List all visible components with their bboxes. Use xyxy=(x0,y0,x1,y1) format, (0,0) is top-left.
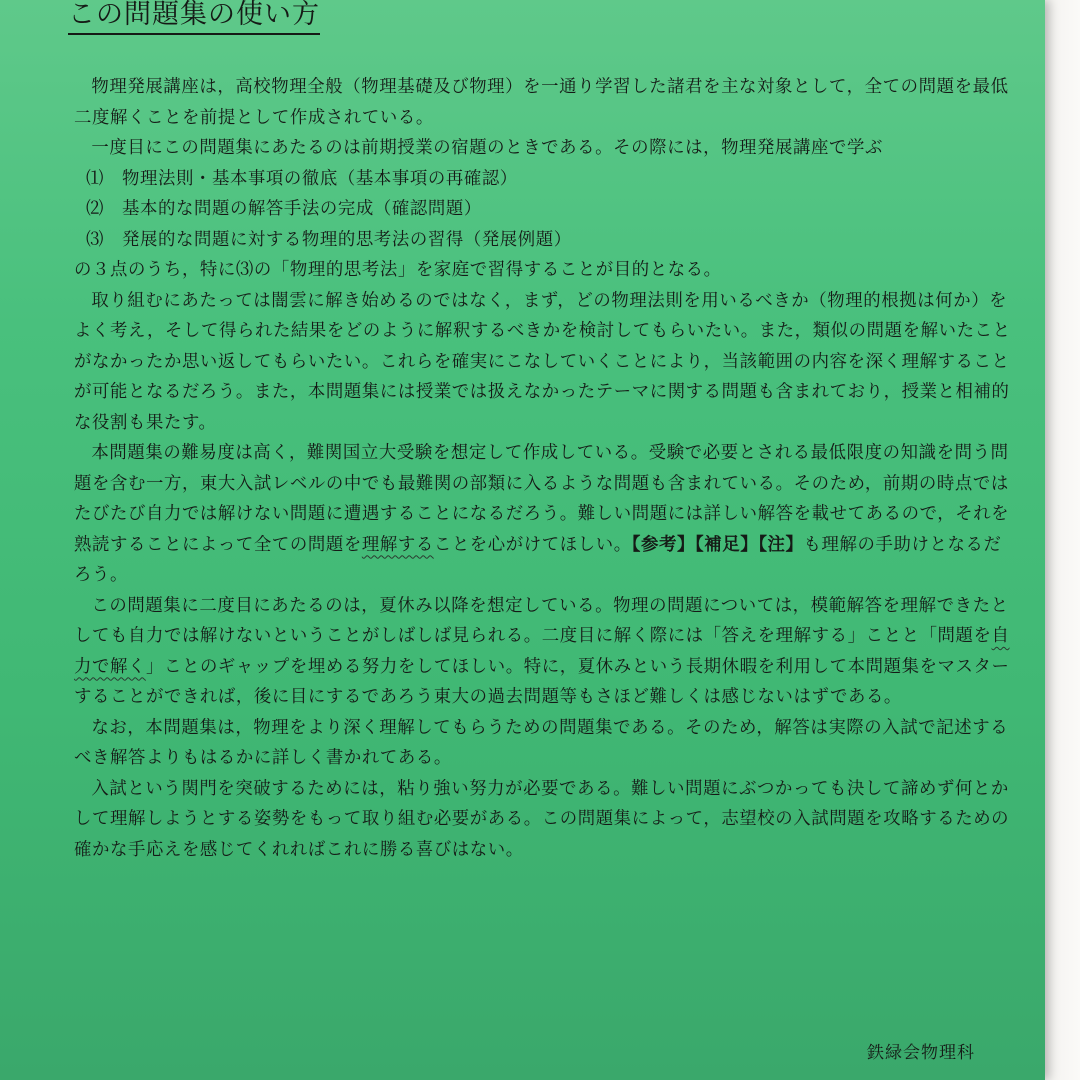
paragraph-1: 物理発展講座は，高校物理全般（物理基礎及び物理）を一通り学習した諸君を主な対象として，全ての問題を最低二度解くことを前提として作成されている。 xyxy=(74,77,1009,128)
note-tag-supplement: 【補足】 xyxy=(695,534,759,555)
paragraph-4-text: 本問題集の難易度は高く，難関国立大受験を想定して作成している。受験で必要とされる最低限度の知識を問う問題を含む一方，東大入試レベルの中でも最難関の部類に入るような問題も含まれている。そのため，前期の時点ではたびたび自力では解けない問題に遭遇することになるだろう。難しい問題には詳しい解答を載せてあるので，それを熟読することによって全ての問題を xyxy=(74,443,1010,555)
list-text: 発展的な問題に対する物理的思考法の習得（発展例題） xyxy=(122,229,572,250)
paragraph-4-text-3: も理解の手助けとなるだろう。 xyxy=(74,534,1002,585)
list-text: 物理法則・基本事項の徹底（基本事項の再確認） xyxy=(122,168,518,189)
list-item-1 xyxy=(74,164,1019,195)
list-item-2 xyxy=(74,194,1019,225)
paragraph-5-text: この問題集に二度目にあたるのは，夏休み以降を想定している。物理の問題については，模範解答を理解できたとしても自力では解けないということがしばしば見られる。二度目に解く際には「答えを理解する」ことと「問題を xyxy=(74,595,1009,646)
paragraph-4-text-2: ことを心がけてほしい。 xyxy=(433,534,632,555)
list-number: ⑴ xyxy=(86,168,104,189)
wavy-underline-solve-yourself: 自力で解く xyxy=(74,626,1010,677)
body-text xyxy=(74,72,1019,865)
paragraph-5 xyxy=(74,591,1019,713)
paragraph-4 xyxy=(74,438,1019,591)
paragraph-2-tail: の３点のうち，特に⑶の「物理的思考法」を家庭で習得することが目的となる。 xyxy=(74,260,722,280)
list-number: ⑵ xyxy=(86,199,104,219)
paragraph-7: 入試という関門を突破するためには，粘り強い努力が必要である。難しい問題にぶつかっても決して諦めず何とかして理解しようとする姿勢をもって取り組む必要がある。この問題集によって，志望校の入試問題を攻略するための確かな手応えを感じてくれればこれに勝る喜びはない。 xyxy=(74,778,1010,860)
list-item-3 xyxy=(74,225,1019,256)
list-number: ⑶ xyxy=(86,229,104,250)
signature: 鉄緑会物理科 xyxy=(867,1043,975,1063)
paragraph-2: 一度目にこの問題集にあたるのは前期授業の宿題のときである。その際には，物理発展講座で学ぶ xyxy=(91,138,883,158)
note-tag-note: 【注】 xyxy=(758,534,804,555)
page-title: この問題集の使い方 xyxy=(68,0,320,35)
note-tag-reference: 【参考】 xyxy=(631,534,695,555)
wavy-underline-understand: 理解する xyxy=(361,534,434,555)
list-text: 基本的な問題の解答手法の完成（確認問題） xyxy=(122,199,482,219)
paragraph-6: なお，本問題集は，物理をより深く理解してもらうための問題集である。そのため，解答は実際の入試で記述するべき解答よりもはるかに詳しく書かれてある。 xyxy=(74,717,1009,768)
paper-edge xyxy=(1039,0,1080,1080)
paragraph-5-text-2: 」ことのギャップを埋める努力をしてほしい。特に，夏休みという長期休暇を利用して本問題集をマスターすることができれば，後に目にするであろう東大の過去問題等もさほど難しくは感じないはずである。 xyxy=(74,656,1010,707)
paragraph-3: 取り組むにあたっては闇雲に解き始めるのではなく，まず，どの物理法則を用いるべきか（物理的根拠は何か）をよく考え，そして得られた結果をどのように解釈するべきかを検討してもらいたい。また，類似の問題を解いたことがなかったか思い返してもらいたい。これらを確実にこなしていくことにより，当該範囲の内容を深く理解することが可能となるだろう。また，本問題集には授業では扱えなかったテーマに関する問題も含まれており，授業と相補的な役割も果たす。 xyxy=(74,290,1011,433)
